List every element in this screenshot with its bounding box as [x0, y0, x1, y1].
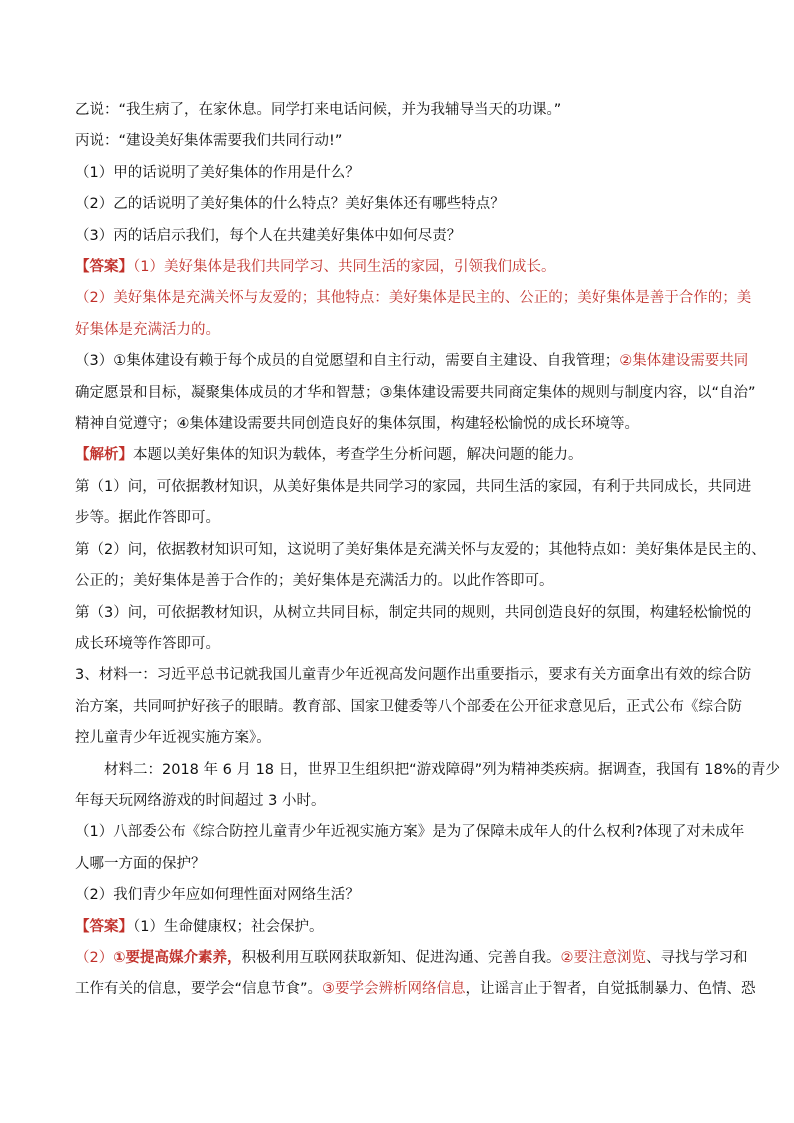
answer-tag: 【答案】	[75, 259, 133, 276]
answer-text-red: ①要提高媒介素养，	[113, 949, 242, 966]
answer-line-3: 好集体是充满活力的。	[75, 321, 220, 338]
question-3-1-line-2: 人哪一方面的保护？	[75, 855, 206, 872]
material-1-line-2: 治方案，共同呵护好孩子的眼睛。教育部、国家卫健委等八个部委在公开征求意见后，正式公布《综合防	[75, 698, 742, 715]
answer-3-line-2	[75, 943, 748, 974]
answer-3-line-3	[75, 974, 756, 1005]
answer-text: （1）美好集体是我们共同学习、共同生活的家园，引领我们成长。	[133, 259, 556, 276]
answer-text: 积极利用互联网获取新知、促进沟通、完善自我。	[241, 949, 561, 966]
text-line: 乙说：“我生病了，在家休息。同学打来电话问候，并为我辅导当天的功课。”	[75, 102, 562, 118]
question-2: （2）乙的话说明了美好集体的什么特点？美好集体还有哪些特点？	[75, 196, 505, 213]
material-1-line-3: 控儿童青少年近视实施方案》。	[75, 730, 271, 747]
analysis-line-4: 第（2）问，依据教材知识可知，这说明了美好集体是充满关怀与友爱的；其他特点如：美好集体是民主的、	[75, 541, 766, 558]
analysis-line-2: 第（1）问，可依据教材知识，从美好集体是共同学习的家园，共同生活的家园，有利于共同成长，共同进	[75, 478, 752, 495]
paragraph-yi	[75, 95, 780, 1006]
answer-line-2: （2）美好集体是充满关怀与友爱的；其他特点：美好集体是民主的、公正的；美好集体是善于合作的；美	[75, 290, 752, 307]
answer-text: 工作有关的信息，要学会“信息节食”。	[75, 981, 323, 998]
material-2-line-2: 年每天玩网络游戏的时间超过 3 小时。	[75, 792, 326, 809]
analysis-line-6: 第（3）问，可依据教材知识，从树立共同目标，制定共同的规则，共同创造良好的氛围，构建轻松愉悦的	[75, 604, 752, 621]
answer-text: （1）生命健康权；社会保护。	[133, 918, 324, 935]
text-line: 丙说：“建设美好集体需要我们共同行动!”	[75, 133, 343, 150]
material-2-line-1: 材料二：2018 年 6 月 18 日，世界卫生组织把“游戏障碍”列为精神类疾病。据调查，我国有 18%的青少	[104, 761, 780, 778]
analysis-tag: 【解析】	[75, 447, 133, 464]
analysis-line-5: 公正的；美好集体是善于合作的；美好集体是充满活力的。以此作答即可。	[75, 573, 554, 590]
answer-text: 、寻找与学习和	[646, 949, 748, 966]
question-1: （1）甲的话说明了美好集体的作用是什么？	[75, 164, 360, 181]
answer-text-red: ②要注意浏览	[560, 949, 647, 966]
analysis-line-3: 步等。据此作答即可。	[75, 510, 220, 527]
answer-tag: 【答案】	[75, 918, 133, 935]
answer-text-red: （2）	[75, 949, 114, 966]
answer-text: （3）①集体建设有赖于每个成员的自觉愿望和自主行动，需要自主建设、自我管理；	[75, 353, 620, 370]
answer-line-1	[75, 252, 725, 283]
answer-text: ，让谣言止于智者，自觉抵制暴力、色情、恐	[465, 981, 756, 998]
answer-text-red: ③要学会辨析网络信息	[322, 981, 466, 998]
analysis-line-7: 成长环境等作答即可。	[75, 635, 220, 652]
analysis-text: 本题以美好集体的知识为载体，考查学生分析问题，解决问题的能力。	[133, 447, 583, 464]
answer-text-red: ②集体建设需要共同	[619, 353, 749, 370]
answer-line-6: 精神自觉遵守；④集体建设需要共同创造良好的集体氛围，构建轻松愉悦的成长环境等。	[75, 416, 639, 433]
question-3: （3）丙的话启示我们，每个人在共建美好集体中如何尽责？	[75, 227, 462, 244]
question-3-1-line-1: （1）八部委公布《综合防控儿童青少年近视实施方案》是为了保障未成年人的什么权利?体现了对未成年	[75, 824, 745, 841]
answer-line-5: 确定愿景和目标，凝聚集体成员的才华和智慧；③集体建设需要共同商定集体的规则与制度内容，以“自治”	[75, 384, 756, 401]
question-3-2: （2）我们青少年应如何理性面对网络生活？	[75, 887, 360, 904]
analysis-line-1	[75, 440, 725, 471]
answer-line-4	[75, 346, 749, 377]
material-1-line-1: 3、材料一：习近平总书记就我国儿童青少年近视高发问题作出重要指示，要求有关方面拿出有效的综合防	[75, 667, 752, 684]
answer-3-line-1	[75, 912, 725, 943]
